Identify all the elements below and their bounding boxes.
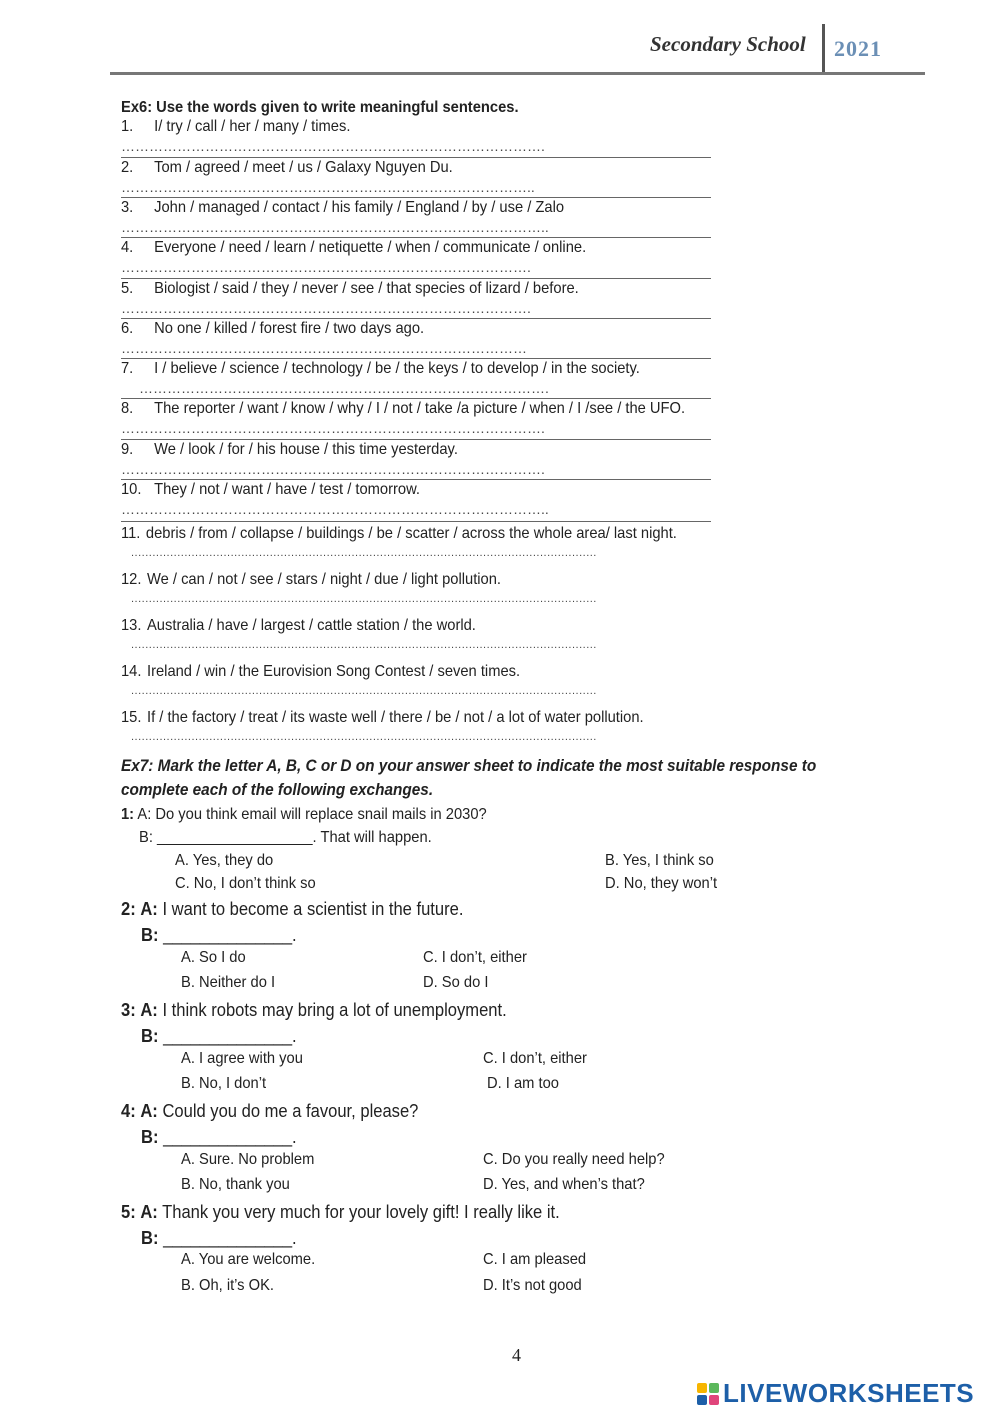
ex6-item-prompt: If / the factory / treat / its waste well / there / be / not / a lot of water pollution.	[146, 709, 644, 726]
ex7-q1-option-a[interactable]: A. Yes, they do	[175, 852, 274, 869]
ex6-answer-line-4[interactable]: …………………………………………………………………………….	[121, 259, 531, 275]
ex7-q3-option-c[interactable]: C. I don’t, either	[483, 1050, 587, 1067]
ex6-item-4	[121, 239, 586, 257]
ex6-answer-line-5[interactable]: …………………………………………………………………………….	[121, 300, 531, 316]
ex6-item-number: 15.	[121, 709, 142, 726]
ex6-title: Ex6: Use the words given to write meaningful sentences.	[121, 99, 519, 116]
ex6-answer-line-12[interactable]: ...................................................................................................................................	[131, 593, 597, 605]
ex6-separator	[121, 358, 711, 359]
ex7-q3-option-a[interactable]: A. I agree with you	[181, 1050, 303, 1067]
ex6-item-number: 4.	[121, 239, 134, 256]
ex6-answer-line-3[interactable]: ………………………………………………………………………………..	[121, 219, 549, 235]
ex6-answer-line-13[interactable]: ...................................................................................................................................	[131, 639, 597, 651]
ex7-q4-option-b[interactable]: B. No, thank you	[181, 1176, 290, 1193]
ex6-item-number: 13.	[121, 617, 142, 634]
ex6-answer-line-10[interactable]: ………………………………………………………………………………..	[121, 501, 549, 517]
ex7-q5-option-b[interactable]: B. Oh, it’s OK.	[181, 1277, 274, 1294]
ex6-separator	[121, 197, 711, 198]
ex7-title-line1: Ex7: Mark the letter A, B, C or D on your answer sheet to indicate the most suitable response to	[121, 757, 817, 775]
ex6-item-number: 9.	[121, 441, 134, 458]
liveworksheets-wordmark: LIVEWORKSHEETS	[723, 1378, 975, 1408]
ex7-q3-a: 3: A: I think robots may bring a lot of unemployment.	[121, 1000, 507, 1020]
ex6-separator	[121, 479, 711, 480]
ex6-item-number: 6.	[121, 320, 134, 337]
ex6-separator	[121, 439, 711, 440]
ex6-item-number: 2.	[121, 159, 134, 176]
ex7-q4-option-c[interactable]: C. Do you really need help?	[483, 1151, 665, 1168]
ex6-item-prompt: Tom / agreed / meet / us / Galaxy Nguyen Du.	[154, 159, 453, 176]
ex6-item-11	[121, 525, 677, 543]
ex7-q2-option-c[interactable]: C. I don’t, either	[423, 949, 527, 966]
ex7-q4-option-d[interactable]: D. Yes, and when’s that?	[483, 1176, 645, 1193]
ex7-q1-option-c[interactable]: C. No, I don’t think so	[175, 875, 316, 892]
ex6-item-prompt: Everyone / need / learn / netiquette / when / communicate / online.	[154, 239, 587, 256]
ex6-item-1	[121, 118, 350, 136]
ex6-item-prompt: debris / from / collapse / buildings / be / scatter / across the whole area/ last night.	[145, 525, 677, 542]
ex6-answer-line-6[interactable]: ……………………………………………………………………………	[121, 340, 527, 356]
ex6-item-3	[121, 199, 564, 217]
ex6-answer-line-7[interactable]: …………………………………………………………………………….	[139, 380, 549, 396]
ex6-item-prompt: Australia / have / largest / cattle station / the world.	[146, 617, 476, 634]
ex6-answer-line-9[interactable]: ……………………………………………………………………………….	[121, 461, 545, 477]
ex7-q5-option-c[interactable]: C. I am pleased	[483, 1251, 587, 1268]
ex7-q2-option-b[interactable]: B. Neither do I	[181, 974, 276, 991]
ex7-q1-a: 1: A: Do you think email will replace snail mails in 2030?	[121, 806, 487, 823]
ex7-q4-a: 4: A: Could you do me a favour, please?	[121, 1101, 419, 1121]
ex7-q5-option-d[interactable]: D. It’s not good	[483, 1277, 582, 1294]
ex6-item-6	[121, 320, 424, 338]
ex6-item-9	[121, 441, 458, 459]
ex6-answer-line-14[interactable]: ...................................................................................................................................	[131, 685, 597, 697]
ex6-separator	[121, 521, 711, 522]
ex7-q3-option-b[interactable]: B. No, I don’t	[181, 1075, 267, 1092]
ex6-separator	[121, 318, 711, 319]
page-number: 4	[512, 1345, 521, 1365]
ex6-item-8	[121, 400, 685, 418]
ex6-answer-line-8[interactable]: ……………………………………………………………………………….	[121, 420, 545, 436]
ex6-answer-line-11[interactable]: ...................................................................................................................................	[131, 547, 597, 559]
ex6-item-prompt: We / can / not / see / stars / night / due / light pollution.	[146, 571, 502, 588]
ex6-item-10	[121, 481, 420, 499]
liveworksheets-brand[interactable]	[697, 1378, 974, 1409]
ex6-item-2	[121, 159, 453, 177]
ex6-item-number: 3.	[121, 199, 134, 216]
ex6-item-prompt: I/ try / call / her / many / times.	[154, 118, 351, 135]
ex7-q1-b: B: ___________________. That will happen.	[139, 829, 432, 846]
ex6-answer-line-2[interactable]: ……………………………………………………………………………..	[121, 179, 535, 195]
ex6-separator	[121, 278, 711, 279]
ex7-q5-b: B: ______________.	[141, 1228, 297, 1248]
ex6-item-prompt: No one / killed / forest fire / two days ago.	[154, 320, 425, 337]
ex6-item-13	[121, 617, 476, 635]
header-year: 2021	[834, 36, 882, 61]
header-rule	[110, 72, 925, 75]
ex6-item-14	[121, 663, 520, 681]
ex6-item-number: 12.	[121, 571, 142, 588]
liveworksheets-logo-icon	[697, 1383, 719, 1405]
ex7-q1-option-b[interactable]: B. Yes, I think so	[605, 852, 714, 869]
ex7-q5-option-a[interactable]: A. You are welcome.	[181, 1251, 316, 1268]
ex7-title-line2: complete each of the following exchanges.	[121, 781, 434, 799]
ex7-q4-b: B: ______________.	[141, 1127, 297, 1147]
ex6-item-prompt: We / look / for / his house / this time yesterday.	[154, 441, 458, 458]
ex7-q1-option-d[interactable]: D. No, they won’t	[605, 875, 718, 892]
ex6-item-prompt: They / not / want / have / test / tomorrow.	[154, 481, 421, 498]
ex6-answer-line-1[interactable]: ……………………………………………………………………………….	[121, 138, 545, 154]
ex7-q3-b: B: ______________.	[141, 1026, 297, 1046]
ex6-separator	[121, 237, 711, 238]
ex7-q3-option-d[interactable]: D. I am too	[487, 1075, 559, 1092]
ex7-q2-b: B: ______________.	[141, 925, 297, 945]
ex6-item-number: 1.	[121, 118, 134, 135]
ex6-item-number: 7.	[121, 360, 134, 377]
ex6-item-15	[121, 709, 644, 727]
ex6-separator	[121, 398, 711, 399]
ex7-q2-option-d[interactable]: D. So do I	[423, 974, 489, 991]
ex7-q5-a: 5: A: Thank you very much for your lovely gift! I really like it.	[121, 1202, 560, 1222]
ex6-item-prompt: The reporter / want / know / why / I / not / take /a picture / when / I /see / the UFO.	[154, 400, 686, 417]
ex6-item-prompt: I / believe / science / technology / be / the keys / to develop / in the society.	[154, 360, 640, 377]
ex6-answer-line-15[interactable]: ...................................................................................................................................	[131, 731, 597, 743]
ex6-item-5	[121, 280, 579, 298]
ex7-q2-a: 2: A: I want to become a scientist in the future.	[121, 899, 464, 919]
ex6-item-number: 8.	[121, 400, 134, 417]
ex6-item-number: 14.	[121, 663, 142, 680]
ex6-item-number: 5.	[121, 280, 134, 297]
header-school-name: Secondary School	[650, 32, 806, 56]
ex6-item-prompt: John / managed / contact / his family / England / by / use / Zalo	[154, 199, 565, 216]
header-divider	[822, 24, 825, 74]
ex6-item-prompt: Ireland / win / the Eurovision Song Contest / seven times.	[146, 663, 521, 680]
ex6-item-number: 10.	[121, 481, 142, 498]
ex6-separator	[121, 157, 711, 158]
ex7-q2-option-a[interactable]: A. So I do	[181, 949, 246, 966]
ex6-item-12	[121, 571, 501, 589]
ex6-item-prompt: Biologist / said / they / never / see / that species of lizard / before.	[154, 280, 579, 297]
ex7-q4-option-a[interactable]: A. Sure. No problem	[181, 1151, 315, 1168]
ex6-item-number: 11.	[121, 525, 141, 542]
ex6-item-7	[121, 360, 640, 378]
